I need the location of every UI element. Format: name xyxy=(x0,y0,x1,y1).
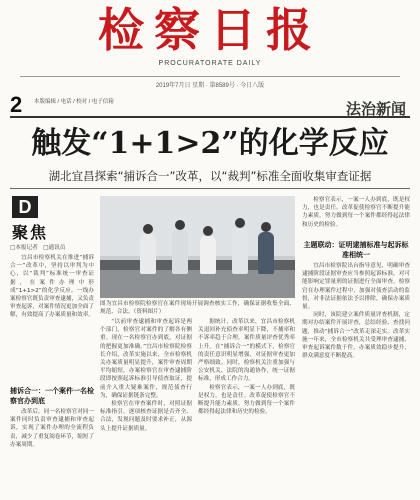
focus-label: 聚焦 xyxy=(12,223,49,242)
person-figure xyxy=(232,228,248,274)
person-head xyxy=(235,218,245,228)
article-headline: 触发“1+1>2”的化学反应 xyxy=(31,126,389,161)
photo-caption: 图为宜昌市检察院检察官在案件现场开展调查核实工作，确保证据收集全面、规范、合法。（资料图片） xyxy=(100,301,295,315)
paragraph: 据统计，改革以来，宜昌市检察机关退回补充侦查率明显下降，不捕率和不诉率趋于合理，案件质量评查优秀率上升。在“捕诉合一”的模式下，检察官的责任意识明显增强，对证据审查更加严格细致。同时，检察机关注重加强与公安机关、法院的沟通协作，统一证据标准，形成工作合力。 xyxy=(198,319,295,383)
person-figure xyxy=(140,234,156,274)
article-column-3 xyxy=(198,318,295,496)
article-column-1b xyxy=(10,408,94,496)
section-subhead: 主题联动：证明逮捕标准与起诉标准相统一 xyxy=(303,241,409,259)
article-subhead: 湖北宜昌探索“捕诉合一”改革，以“裁判”标准全面收集审查证据 xyxy=(48,169,372,183)
person-figure xyxy=(200,236,216,274)
masthead xyxy=(0,0,420,92)
focus-letter-icon: D xyxy=(12,196,38,218)
person-head xyxy=(143,224,153,234)
person-head xyxy=(203,226,213,236)
article-photo xyxy=(100,196,295,298)
paragraph: 宜昌市检察机关在推进“捕诉合一”改革中，坚持以审判为中心，以“裁判”标准统一审查证据，在案件办理中形成“1+1>2”的化学反应。一线办案检察官既负责审查逮捕，又负责审查起诉，对案件情况更加全面了解，有效提高了办案质量和效率。 xyxy=(10,255,94,319)
article-column-2 xyxy=(100,318,192,496)
paragraph: 检察官表示，一案一人办到底，既是权力，也是责任。改革促使检察官不断提升能力素质，努力做到每一个案件都经得起法律和历史的检验。 xyxy=(198,384,295,416)
byline: □本报记者 □通讯员 xyxy=(10,245,66,251)
section-title: 法治新闻 xyxy=(345,101,406,118)
newspaper-subtitle: PROCURATORATE DAILY xyxy=(158,60,262,67)
page-bar xyxy=(10,92,410,118)
divider xyxy=(10,188,410,189)
person-figure xyxy=(172,230,188,274)
person-head xyxy=(175,220,185,230)
paragraph: 检察官表示，一案一人办到底，既是权力，也是责任。改革促使检察官不断提升能力素质，努力做到每一个案件都经得起法律和历史的检验。 xyxy=(302,197,410,228)
newspaper-title: 检察日报 xyxy=(98,3,322,57)
paragraph: 检察官在审查案件时，对照证据标准指引，逐项核查证据是否齐全、合法，发现问题及时要求补正，从源头上提升证据质量。 xyxy=(100,401,192,432)
article-column-1 xyxy=(10,254,94,384)
focus-column-mark xyxy=(10,196,60,240)
paragraph: 改革后，同一名检察官对同一案件同时负责审查逮捕和审查起诉，实现了案件办理的全流程负责，减少了重复阅卷环节，缩短了办案周期。 xyxy=(10,409,94,448)
photo-ground xyxy=(100,270,295,298)
person-head xyxy=(261,222,271,232)
article-column-4 xyxy=(302,262,410,496)
person-figure xyxy=(258,232,274,274)
article-column-4-top xyxy=(302,196,410,236)
paragraph: “以前审查逮捕和审查起诉是两个部门，检察官对案件的了解各有侧重。现在一名检察官办到底，对证据的把握更加准确。”宜昌市检察院检察长介绍，改革实施以来，全市检察机关办案质量明显提升，案件审查周期平均缩短。办案检察官在审查逮捕阶段即按照起诉标准引导侦查取证，提前介入重大疑难案件，规范侦查行为，确保证据链条完整。 xyxy=(100,319,192,399)
paragraph: 宜昌市检察院出台指导意见，明确审查逮捕阶段证据审查应当参照起诉标准，对可能影响定罪量刑的证据进行全面审查。检察官在办理案件过程中，加强对侦查活动的监督，对非法证据依法予以排除，确保办案质量。 xyxy=(302,263,410,311)
page-meta: 本版编辑 / 电话 / 校对 / 电子信箱 xyxy=(34,99,114,105)
issue-info: 2019年7月日 星期 · 第8589号 · 今日八版 xyxy=(20,76,400,89)
page-number: 2 xyxy=(10,92,23,117)
section-subhead: 捕诉合一：一个案件一名检察官办到底 xyxy=(10,387,94,405)
paragraph: 同时，该院建立案件质量评查机制，定期对办结案件开展评查，总结经验、查找问题，推动“捕诉合一”改革走深走实。改革实施一年来，全市检察机关共受理审查逮捕、审查起诉案件数千件，办案质效稳步提升，群众满意度不断提高。 xyxy=(302,312,410,360)
